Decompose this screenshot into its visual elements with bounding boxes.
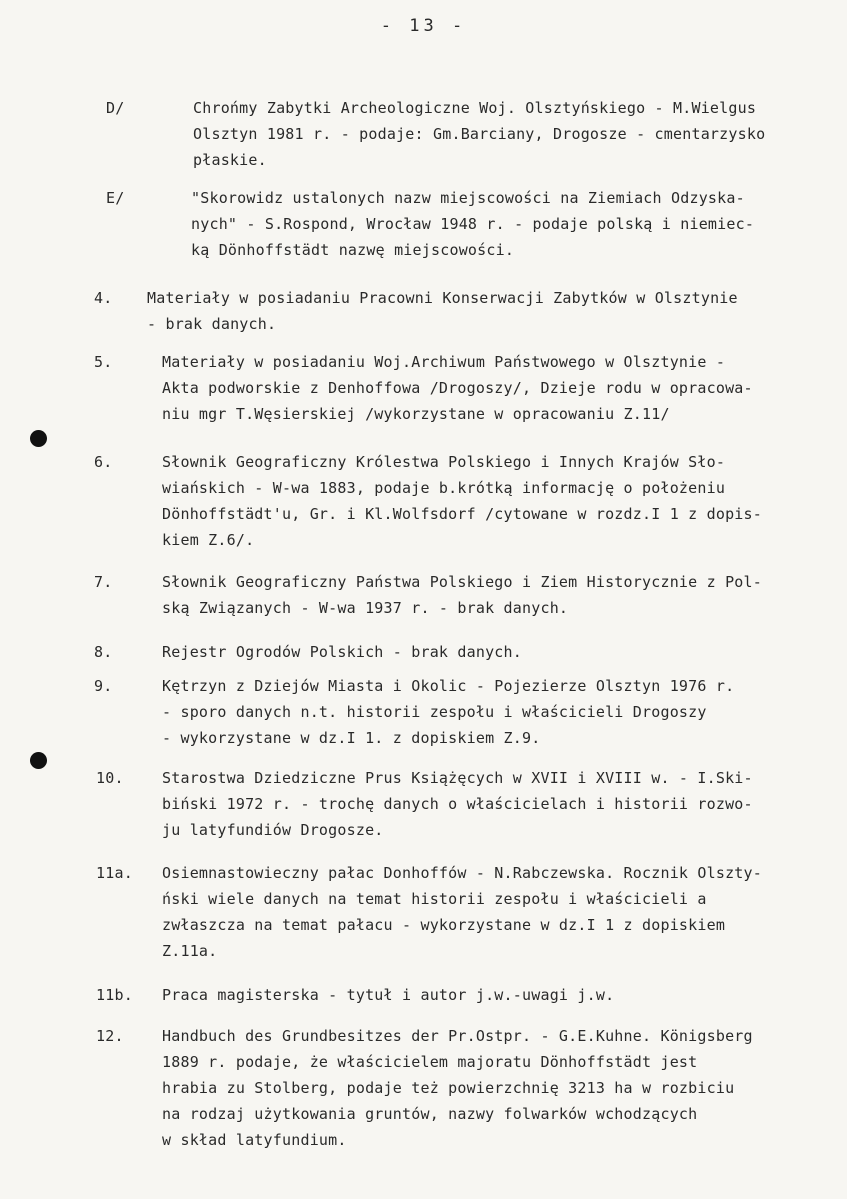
entry-line: - wykorzystane w dz.I 1. z dopiskiem Z.9. [162,729,541,747]
entry-marker: 12. [96,1027,124,1045]
entry-line: Osiemnastowieczny pałac Donhoffów - N.Rabczewska. Rocznik Olszty- [162,864,762,882]
entry-line: w skład latyfundium. [162,1131,347,1149]
entry-text [162,860,762,964]
entry-line: 1889 r. podaje, że właścicielem majoratu Dönhoffstädt jest [162,1053,698,1071]
entry-text [162,449,762,553]
entry-line: Akta podworskie z Denhoffowa /Drogoszy/, Dzieje rodu w opracowa- [162,379,753,397]
entry-text [147,285,738,337]
entry-line: Handbuch des Grundbesitzes der Pr.Ostpr. - G.E.Kuhne. Königsberg [162,1027,753,1045]
entry-marker: 7. [94,573,113,591]
entry-text [162,1023,753,1153]
punch-hole-lower [30,752,47,769]
entry-line: Słownik Geograficzny Państwa Polskiego i Ziem Historycznie z Pol- [162,573,762,591]
entry-line: niu mgr T.Węsierskiej /wykorzystane w opracowaniu Z.11/ [162,405,670,423]
entry-line: nych" - S.Rospond, Wrocław 1948 r. - podaje polską i niemiec- [191,215,755,233]
entry-marker: D/ [106,99,125,117]
entry-line: Słownik Geograficzny Królestwa Polskiego i Innych Krajów Sło- [162,453,726,471]
entry-line: hrabia zu Stolberg, podaje też powierzchnię 3213 ha w rozbiciu [162,1079,735,1097]
entry-text [162,639,522,665]
punch-hole-upper [30,430,47,447]
entry-marker: 5. [94,353,113,371]
entry-line: kiem Z.6/. [162,531,255,549]
entry-text [162,569,762,621]
entry-line: "Skorowidz ustalonych nazw miejscowości na Ziemiach Odzyska- [191,189,745,207]
entry-line: Praca magisterska - tytuł i autor j.w.-uwagi j.w. [162,986,615,1004]
entry-line: Rejestr Ogrodów Polskich - brak danych. [162,643,522,661]
entry-line: Materiały w posiadaniu Woj.Archiwum Państwowego w Olsztynie - [162,353,726,371]
entry-line: - sporo danych n.t. historii zespołu i właścicieli Drogoszy [162,703,707,721]
entry-line: ński wiele danych na temat historii zespołu i właścicieli a [162,890,707,908]
entry-line: biński 1972 r. - trochę danych o właścicielach i historii rozwo- [162,795,753,813]
entry-marker: 6. [94,453,113,471]
entry-marker: 9. [94,677,113,695]
entry-line: płaskie. [193,151,267,169]
entry-line: Z.11a. [162,942,218,960]
entry-line: ju latyfundiów Drogosze. [162,821,384,839]
entry-line: ką Dönhoffstädt nazwę miejscowości. [191,241,515,259]
entry-line: Olsztyn 1981 r. - podaje: Gm.Barciany, Drogosze - cmentarzysko [193,125,766,143]
entry-text [162,673,734,751]
entry-line: Starostwa Dziedziczne Prus Książęcych w XVII i XVIII w. - I.Ski- [162,769,753,787]
entry-line: wiańskich - W-wa 1883, podaje b.krótką informację o położeniu [162,479,726,497]
entry-line: - brak danych. [147,315,277,333]
entry-line: Chrońmy Zabytki Archeologiczne Woj. Olsztyńskiego - M.Wielgus [193,99,757,117]
page-number: - 13 - [380,16,467,36]
entry-text [162,765,753,843]
entry-line: ską Związanych - W-wa 1937 r. - brak danych. [162,599,569,617]
entry-marker: E/ [106,189,125,207]
entry-line: Kętrzyn z Dziejów Miasta i Okolic - Pojezierze Olsztyn 1976 r. [162,677,735,695]
entry-line: Dönhoffstädt'u, Gr. i Kl.Wolfsdorf /cytowane w rozdz.I 1 z dopis- [162,505,762,523]
entry-marker: 10. [96,769,124,787]
entry-text [162,982,614,1008]
entry-marker: 11b. [96,986,133,1004]
entry-marker: 8. [94,643,113,661]
entry-marker: 11a. [96,864,133,882]
entry-text [162,349,753,427]
entry-text [193,95,765,173]
entry-line: Materiały w posiadaniu Pracowni Konserwacji Zabytków w Olsztynie [147,289,738,307]
entry-line: na rodzaj użytkowania gruntów, nazwy folwarków wchodzących [162,1105,698,1123]
entry-text [191,185,754,263]
entry-marker: 4. [94,289,113,307]
entry-line: zwłaszcza na temat pałacu - wykorzystane w dz.I 1 z dopiskiem [162,916,726,934]
